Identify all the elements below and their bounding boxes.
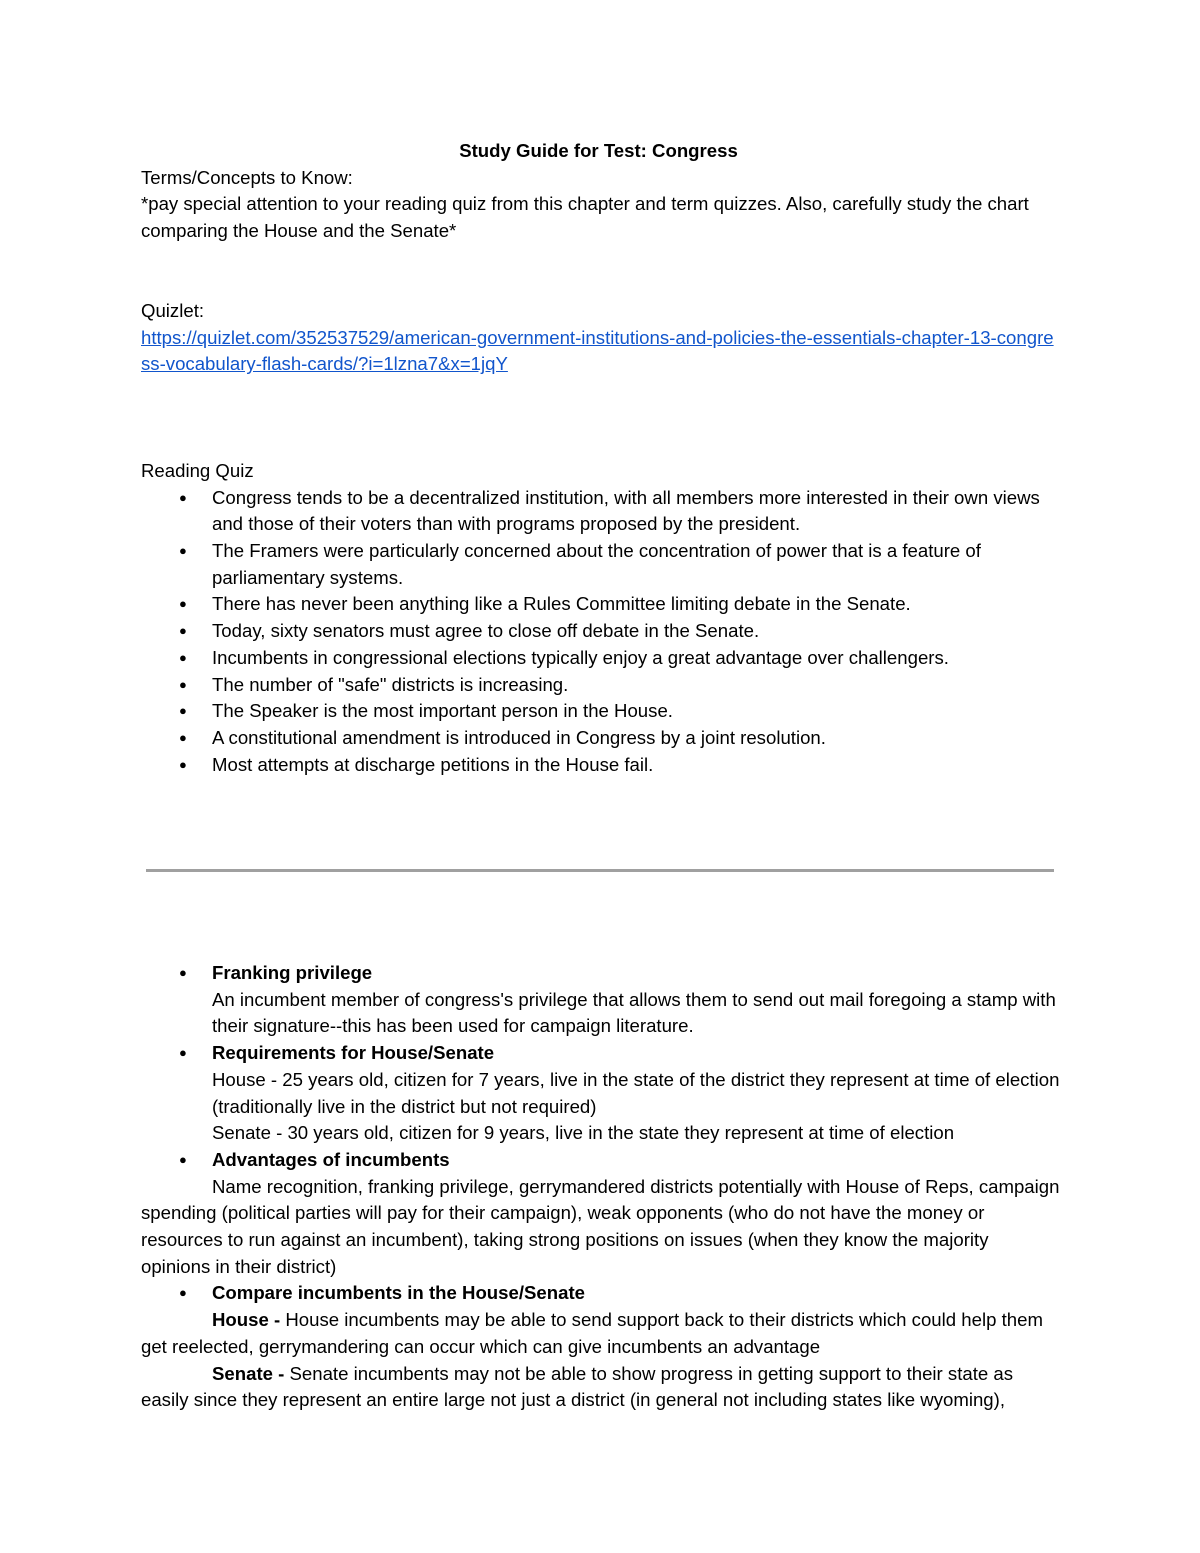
- list-item-text: The Speaker is the most important person in the House.: [212, 700, 673, 722]
- list-item-text: There has never been anything like a Rules Committee limiting debate in the Senate.: [212, 593, 911, 615]
- compare-senate-text: Senate incumbents may not be able to show progress in getting support to their state as easily since they represent an entire large not just a district (in general not including states like wyoming),: [141, 1362, 1014, 1411]
- list-item: [141, 725, 1056, 752]
- bullet-icon: ●: [179, 729, 187, 745]
- bullet-icon: ●: [179, 623, 187, 639]
- quizlet-label: Quizlet:: [141, 299, 205, 321]
- bullet-icon: ●: [179, 756, 187, 772]
- terms-section: [141, 960, 1061, 1414]
- bullet-icon: ●: [179, 489, 187, 505]
- terms-list: [141, 960, 1061, 1174]
- horizontal-divider: [146, 869, 1054, 872]
- bullet-icon: ●: [179, 676, 187, 692]
- term-title-franking: Franking privilege: [212, 962, 373, 983]
- list-item-text: Incumbents in congressional elections typically enjoy a great advantage over challengers.: [212, 646, 949, 668]
- bullet-icon: ●: [179, 703, 187, 719]
- quizlet-link[interactable]: https://quizlet.com/352537529/american-government-institutions-and-policies-the-essentials-chapter-13-congress-vocabulary-flash-cards/?i=1lzna7&x=1jqY: [141, 326, 1054, 375]
- spacer: [141, 378, 1056, 458]
- bullet-icon: ●: [179, 965, 187, 980]
- term-body-requirements-house: House - 25 years old, citizen for 7 years, live in the state of the district they represent at time of election (traditionally live in the district but not required): [212, 1068, 1060, 1117]
- list-item: [141, 672, 1056, 699]
- terms-list-2: [141, 1280, 1061, 1307]
- list-item: [141, 591, 1056, 618]
- list-item-text: Most attempts at discharge petitions in the House fail.: [212, 753, 654, 775]
- list-item: [141, 960, 1061, 1040]
- list-item: [141, 485, 1056, 538]
- bullet-icon: ●: [179, 1045, 187, 1061]
- reading-quiz-list: [141, 485, 1056, 779]
- term-title-compare: Compare incumbents in the House/Senate: [212, 1282, 585, 1304]
- reading-quiz-heading: Reading Quiz: [141, 459, 254, 481]
- spacer: [141, 245, 1056, 298]
- list-item: [141, 1280, 1061, 1307]
- term-body-requirements-senate: Senate - 30 years old, citizen for 9 years, live in the state they represent at time of election: [212, 1122, 955, 1144]
- list-item: [141, 618, 1056, 645]
- compare-house-label: House -: [212, 1309, 281, 1331]
- term-body-advantages: [141, 1174, 1061, 1281]
- list-item-text: The Framers were particularly concerned about the concentration of power that is a feature of parliamentary systems.: [212, 540, 981, 588]
- term-title-requirements: Requirements for House/Senate: [212, 1042, 495, 1064]
- list-item-text: The number of "safe" districts is increasing.: [212, 673, 569, 695]
- list-item: [141, 698, 1056, 725]
- study-note: *pay special attention to your reading quiz from this chapter and term quizzes. Also, carefully study the chart comparing the House and the Senate*: [141, 193, 1029, 242]
- compare-house-text: House incumbents may be able to send support back to their districts which could help them get reelected, gerrymandering can occur which can give incumbents an advantage: [141, 1309, 1043, 1357]
- list-item-text: Today, sixty senators must agree to close off debate in the Senate.: [212, 620, 760, 642]
- bullet-icon: ●: [179, 1285, 187, 1301]
- list-item-text: A constitutional amendment is introduced in Congress by a joint resolution.: [212, 726, 826, 748]
- compare-senate-paragraph: [141, 1361, 1061, 1414]
- term-title-advantages: Advantages of incumbents: [212, 1148, 450, 1170]
- list-item: [141, 538, 1056, 591]
- list-item-text: Congress tends to be a decentralized institution, with all members more interested in their own views and those of their voters than with programs proposed by the president.: [212, 486, 1040, 535]
- compare-house-paragraph: [141, 1307, 1061, 1360]
- terms-heading: Terms/Concepts to Know:: [141, 166, 353, 188]
- term-body-franking: An incumbent member of congress's privilege that allows them to send out mail foregoing a stamp with their signature--this has been used for campaign literature.: [212, 988, 1056, 1037]
- quizlet-link-line: [141, 325, 1056, 378]
- advantages-text: Name recognition, franking privilege, gerrymandered districts potentially with House of Reps, campaign spending (political parties will pay for their campaign), weak opponents (who do not have the money or resources to run against an incumbent), taking strong positions on issues (when they know the majority opinions in their district): [141, 1175, 1060, 1277]
- bullet-icon: ●: [179, 543, 187, 559]
- bullet-icon: ●: [179, 1151, 187, 1167]
- document-title: Study Guide for Test: Congress: [459, 140, 738, 161]
- list-item: [141, 1040, 1061, 1147]
- bullet-icon: ●: [179, 649, 187, 665]
- list-item: [141, 645, 1056, 672]
- list-item: [141, 1147, 1061, 1174]
- document-body: [141, 138, 1056, 778]
- compare-senate-label: Senate -: [212, 1362, 285, 1384]
- bullet-icon: ●: [179, 596, 187, 612]
- list-item: [141, 752, 1056, 779]
